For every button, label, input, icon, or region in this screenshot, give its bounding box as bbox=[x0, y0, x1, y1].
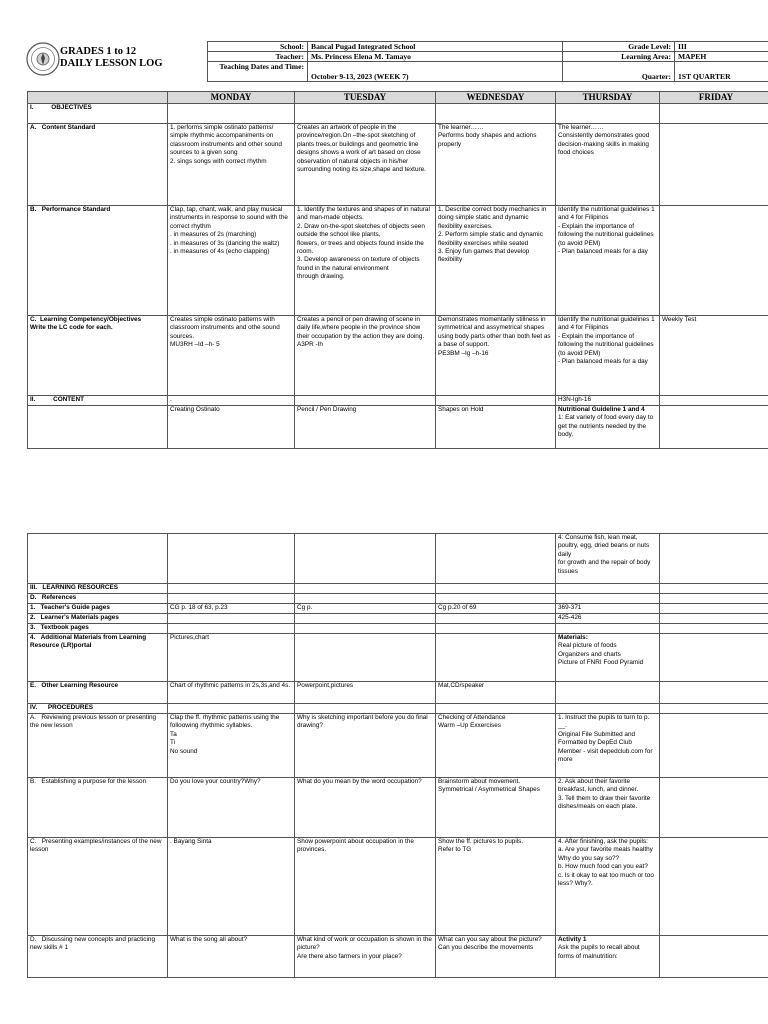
cell-friday bbox=[660, 406, 768, 449]
table-row bbox=[28, 124, 768, 206]
cell-tuesday: Powerpoint,pictures bbox=[295, 682, 436, 704]
document-title bbox=[60, 46, 163, 70]
table-row bbox=[28, 604, 768, 614]
cell-friday bbox=[660, 704, 768, 714]
cell-thursday bbox=[556, 584, 660, 594]
cell-tuesday: 1. Identify the textures and shapes of in natural and man-made objects. 2. Draw on-the-spot sketches of objects seen outside the school like plants, flowers, or trees and objects found inside the room. 3. Develop awareness on texture of objects found in the natural environment through drawing. bbox=[295, 206, 436, 316]
cell-wednesday: Checking of Attendance Warm –Up Exxercises bbox=[436, 714, 556, 778]
cell-monday: 1. performs simple ostinato patterns/ simple rhythmic accompaniments on classroom instruments and other sound sources to a given song 2. sings songs with correct rhythm bbox=[168, 124, 295, 206]
school-label: School: bbox=[208, 42, 308, 52]
cell-monday: Pictures,chart bbox=[168, 634, 295, 682]
teaching-dates-value: October 9-13, 2023 (WEEK 7) bbox=[308, 62, 563, 82]
cell-wednesday bbox=[436, 624, 556, 634]
table-row bbox=[28, 704, 768, 714]
cell-tuesday: What kind of work or occupation is shown in the picture? Are there also farmers in your place? bbox=[295, 936, 436, 978]
cell-thursday: Identify the nutritional guidelines 1 and 4 for Filipinos - Explain the importance of following the nutritional guidelines (to avoid PEM) - Plan balanced meals for a day bbox=[556, 316, 660, 396]
cell-monday: Clap the ff. rhythmic patterns using the folloowing rhythmic syllables. Ta Ti No sound bbox=[168, 714, 295, 778]
cell-tuesday: Creates an artwork of people in the province/region.On –the-spot sketching of plants trees,or buildings and geometric line designs shows a work of art based on close observation of natural objects in his/her surrounding noting its size,shape and texture. bbox=[295, 124, 436, 206]
row-label: 4. Additional Materials from Learning Resource (LR)portal bbox=[28, 634, 168, 682]
cell-thursday: Nutritional Guideline 1 and 4 1: Eat variety of food every day to get the nutrients needed by the body. bbox=[556, 406, 660, 449]
cell-thursday: The learner…… Consistently demonstrates good decision-making skills in making food choices bbox=[556, 124, 660, 206]
row-label: C. Learning Competency/Objectives Write the LC code for each. bbox=[28, 316, 168, 396]
table-row bbox=[28, 594, 768, 604]
row-label: B. Establishing a purpose for the lesson bbox=[28, 778, 168, 838]
learning-area-label: Learning Area: bbox=[563, 52, 675, 62]
deped-seal-logo bbox=[26, 42, 60, 76]
cell-monday: Creates simple ostinato patterns with classroom instruments and othe sound sources. MU3RH –Id –h- 5 bbox=[168, 316, 295, 396]
cell-wednesday: Mat,CD/speaker bbox=[436, 682, 556, 704]
teacher-value: Ms. Princess Elena M. Tamayo bbox=[308, 52, 563, 62]
row-label: E. Other Learning Resource bbox=[28, 682, 168, 704]
day-header-blank bbox=[28, 92, 168, 104]
school-value: Bancal Pugad Integrated School bbox=[308, 42, 563, 52]
cell-friday bbox=[660, 584, 768, 594]
cell-friday bbox=[660, 714, 768, 778]
cell-thursday: 2. Ask about their favorite breakfast, lunch, and dinner. 3. Tell them to draw their favorite dishes/meals on each plate. bbox=[556, 778, 660, 838]
cell-monday bbox=[168, 104, 295, 124]
cell-friday bbox=[660, 778, 768, 838]
cell-wednesday bbox=[436, 584, 556, 594]
cell-wednesday: 1. Describe correct body mechanics in doing simple static and dynamic flexibility exercises. 2. Perform simple static and dynamic flexibility exercises while seated 3. Enjoy fun games that develop flexibility bbox=[436, 206, 556, 316]
cell-monday: Chart of rhythmic patterns in 2s,3s,and 4s. bbox=[168, 682, 295, 704]
row-label: 1. Teacher's Guide pages bbox=[28, 604, 168, 614]
cell-monday bbox=[168, 614, 295, 624]
cell-friday: Weekly Test bbox=[660, 316, 768, 396]
cell-monday bbox=[168, 534, 295, 584]
cell-wednesday: Brainstorm about movement. Symmetrical / Asymmetrical Shapes bbox=[436, 778, 556, 838]
cell-thursday: 4. After finishing, ask the pupils: a. Are your favorite meals healthy Why do you say so?? b. How much food can you eat? c. Is it okay to eat too much or too less? Why?. bbox=[556, 838, 660, 936]
cell-tuesday: Show powerpoint about occupation in the provinces. bbox=[295, 838, 436, 936]
lesson-table-page2 bbox=[27, 533, 768, 978]
table-row bbox=[28, 104, 768, 124]
lesson-table-page1 bbox=[27, 91, 768, 449]
cell-tuesday bbox=[295, 624, 436, 634]
cell-friday bbox=[660, 838, 768, 936]
cell-thursday: Materials: Real picture of foods Organizers and charts Picture of FNRI Food Pyramid bbox=[556, 634, 660, 682]
table-row bbox=[28, 206, 768, 316]
cell-wednesday: Show the ff. pictures to pupils. Refer to TG bbox=[436, 838, 556, 936]
quarter-label: Quarter: bbox=[563, 62, 675, 82]
cell-tuesday: Creates a pencil or pen drawing of scene in daily life,where people in the province show their occupation by the action they are doing. A3PR -Ih bbox=[295, 316, 436, 396]
day-header-monday: MONDAY bbox=[168, 92, 295, 104]
row-label: A. Reviewing previous lesson or presenting the new lesson bbox=[28, 714, 168, 778]
cell-wednesday: Demonstrates momentarily stillness in symmetrical and assymetrical shapes using body parts other than both feet as a base of support. PE3BM –Ig –h-16 bbox=[436, 316, 556, 396]
cell-monday bbox=[168, 584, 295, 594]
row-label: 2. Learner's Materials pages bbox=[28, 614, 168, 624]
page2-body bbox=[28, 534, 768, 978]
cell-friday bbox=[660, 614, 768, 624]
table-row bbox=[28, 838, 768, 936]
cell-monday: Do you love your country?Why? bbox=[168, 778, 295, 838]
cell-friday bbox=[660, 634, 768, 682]
table-row bbox=[28, 316, 768, 396]
cell-monday: CG p. 18 of 63, p.23 bbox=[168, 604, 295, 614]
cell-monday: . bbox=[168, 396, 295, 406]
cell-tuesday bbox=[295, 584, 436, 594]
table-row bbox=[28, 634, 768, 682]
row-label: I. OBJECTIVES bbox=[28, 104, 168, 124]
cell-monday: Clap, tap, chant, walk, and play musical instruments in response to sound with the correct rhythm . in measures of 2s (marching) . in measures of 3s (dancing the waltz) . in measures of 4s (echo clapping) bbox=[168, 206, 295, 316]
cell-wednesday: Shapes on Hold bbox=[436, 406, 556, 449]
cell-thursday: 1. Instruct the pupils to turn to p. __. Original File Submitted and Formatted by DepEd Club Member - visit depedclub.com for more bbox=[556, 714, 660, 778]
cell-thursday bbox=[556, 682, 660, 704]
row-label: 3. Textbook pages bbox=[28, 624, 168, 634]
day-header-wednesday: WEDNESDAY bbox=[436, 92, 556, 104]
cell-tuesday bbox=[295, 396, 436, 406]
row-label bbox=[28, 406, 168, 449]
cell-tuesday bbox=[295, 594, 436, 604]
teacher-label: Teacher: bbox=[208, 52, 308, 62]
cell-thursday: 4: Consume fish, lean meat, poultry, egg, dried beans or nuts daily for growth and the repair of body tissues bbox=[556, 534, 660, 584]
cell-tuesday: Why is sketching important before you do final drawing? bbox=[295, 714, 436, 778]
cell-tuesday bbox=[295, 614, 436, 624]
day-header-thursday: THURSDAY bbox=[556, 92, 660, 104]
cell-monday: . Bayang Sinta bbox=[168, 838, 295, 936]
cell-wednesday bbox=[436, 104, 556, 124]
cell-monday bbox=[168, 704, 295, 714]
row-label: II. CONTENT bbox=[28, 396, 168, 406]
cell-tuesday bbox=[295, 534, 436, 584]
cell-monday: Creating Ostinato bbox=[168, 406, 295, 449]
cell-friday bbox=[660, 396, 768, 406]
table-row bbox=[28, 614, 768, 624]
cell-friday bbox=[660, 124, 768, 206]
day-header-friday: FRIDAY bbox=[660, 92, 768, 104]
header-info-table bbox=[207, 41, 768, 82]
cell-thursday bbox=[556, 704, 660, 714]
learning-area-value: MAPEH bbox=[675, 52, 768, 62]
cell-wednesday: Cg p.20 of 69 bbox=[436, 604, 556, 614]
cell-thursday bbox=[556, 624, 660, 634]
grade-level-label: Grade Level: bbox=[563, 42, 675, 52]
cell-wednesday bbox=[436, 614, 556, 624]
cell-thursday: 425-426 bbox=[556, 614, 660, 624]
table-row bbox=[28, 396, 768, 406]
cell-monday bbox=[168, 624, 295, 634]
day-header-row bbox=[28, 92, 768, 104]
row-label: C. Presenting examples/instances of the new lesson bbox=[28, 838, 168, 936]
table-row bbox=[28, 584, 768, 594]
table-row bbox=[28, 714, 768, 778]
cell-wednesday bbox=[436, 594, 556, 604]
cell-tuesday bbox=[295, 104, 436, 124]
cell-thursday: Activity 1 Ask the pupils to recall about forms of malnutrition: bbox=[556, 936, 660, 978]
day-header-tuesday: TUESDAY bbox=[295, 92, 436, 104]
row-label: A. Content Standard bbox=[28, 124, 168, 206]
quarter-value: 1ST QUARTER bbox=[675, 62, 768, 82]
table-row bbox=[28, 682, 768, 704]
cell-tuesday: Pencil / Pen Drawing bbox=[295, 406, 436, 449]
cell-friday bbox=[660, 594, 768, 604]
cell-wednesday: What can you say about the picture? Can you describe the movements bbox=[436, 936, 556, 978]
cell-thursday: Identify the nutritional guidelines 1 and 4 for Filipinos - Explain the importance of following the nutritional guidelines (to avoid PEM) - Plan balanced meals for a day bbox=[556, 206, 660, 316]
cell-friday bbox=[660, 682, 768, 704]
table-row bbox=[28, 406, 768, 449]
table-row bbox=[28, 534, 768, 584]
cell-wednesday bbox=[436, 396, 556, 406]
cell-friday bbox=[660, 534, 768, 584]
cell-wednesday bbox=[436, 704, 556, 714]
cell-wednesday bbox=[436, 634, 556, 682]
cell-monday: What is the song all about? bbox=[168, 936, 295, 978]
row-label: IV. PROCEDURES bbox=[28, 704, 168, 714]
row-label: III. LEARNING RESOURCES bbox=[28, 584, 168, 594]
table-row bbox=[28, 778, 768, 838]
cell-wednesday bbox=[436, 534, 556, 584]
cell-thursday bbox=[556, 104, 660, 124]
table-row bbox=[28, 624, 768, 634]
cell-tuesday: Cg p. bbox=[295, 604, 436, 614]
cell-thursday: 369-371 bbox=[556, 604, 660, 614]
cell-friday bbox=[660, 206, 768, 316]
row-label: D. Discussing new concepts and practicing new skills # 1 bbox=[28, 936, 168, 978]
cell-thursday: H3N-Igh-16 bbox=[556, 396, 660, 406]
cell-tuesday bbox=[295, 704, 436, 714]
row-label: B. Performance Standard bbox=[28, 206, 168, 316]
cell-tuesday: What do you mean by the word occupation? bbox=[295, 778, 436, 838]
title-daily-lesson-log: DAILY LESSON LOG bbox=[60, 58, 163, 69]
cell-wednesday: The learner…… Performs body shapes and actions properly bbox=[436, 124, 556, 206]
row-label: D. References bbox=[28, 594, 168, 604]
cell-friday bbox=[660, 104, 768, 124]
cell-friday bbox=[660, 624, 768, 634]
teaching-dates-label: Teaching Dates and Time: bbox=[208, 62, 308, 82]
cell-friday bbox=[660, 604, 768, 614]
row-label bbox=[28, 534, 168, 584]
grade-level-value: III bbox=[675, 42, 768, 52]
cell-thursday bbox=[556, 594, 660, 604]
title-grades: GRADES 1 to 12 bbox=[60, 46, 137, 57]
cell-tuesday bbox=[295, 634, 436, 682]
cell-friday bbox=[660, 936, 768, 978]
cell-monday bbox=[168, 594, 295, 604]
table-row bbox=[28, 936, 768, 978]
